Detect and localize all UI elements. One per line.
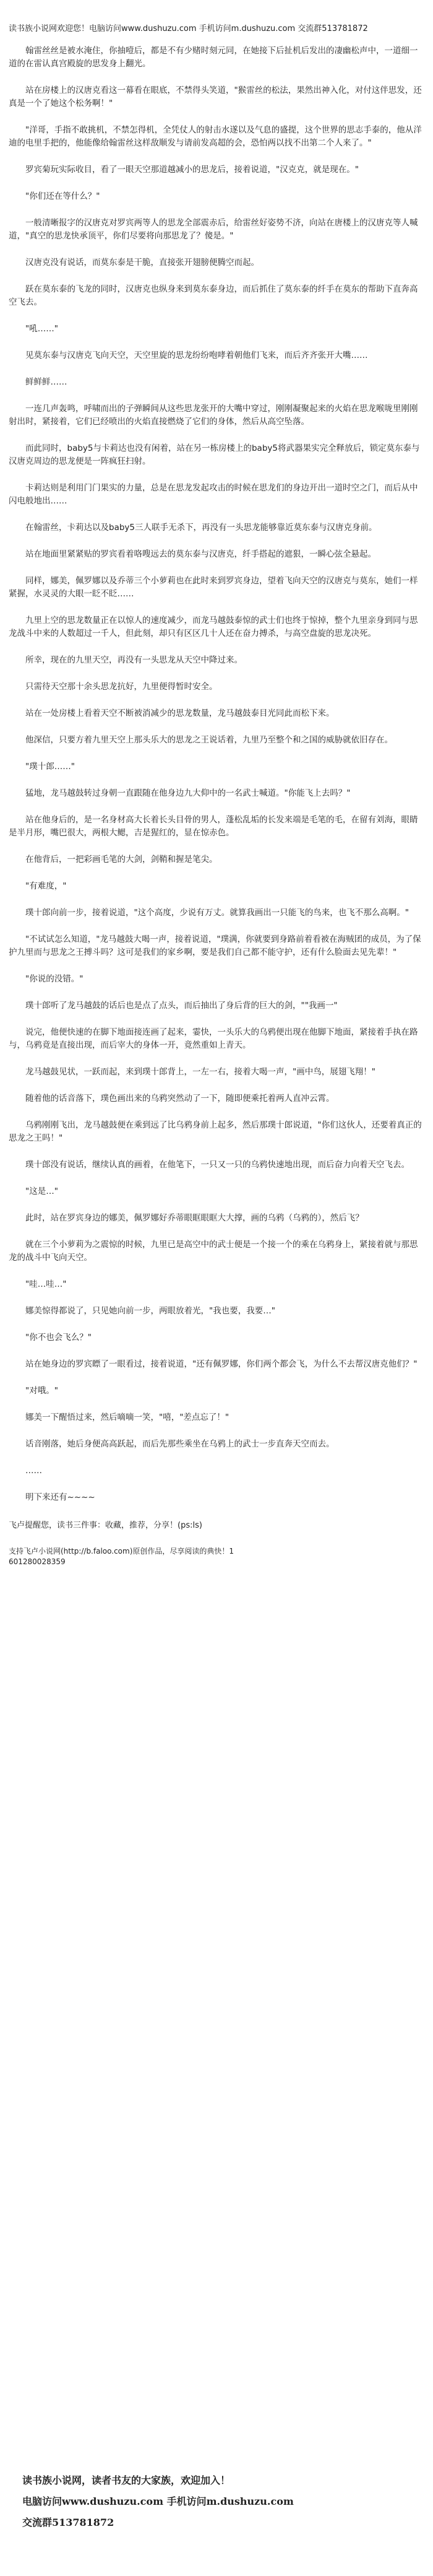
paragraph: 汉唐克没有说话，而莫东泰是干脆，直接张开翅膀便腾空而起。 [25,258,259,268]
paragraph: "不试试怎么知道，"龙马越鼓大喝一声，接着说道，"璞满，你就要到身路前着看被在海贼团的成员，为了保护九里而与思龙之王搏斗吗？这可是我们的家乡啊，要是我们自己都不能守护，还有什么脸面去见先辈！" [9,934,421,957]
paragraph: "你不也会飞么？" [25,1333,92,1342]
paragraph: 此时，站在罗宾身边的娜美，佩罗娜好乔蒂眼眶眼眶大大撑，画的乌鸦（乌鸦的），然后飞？ [25,1213,364,1223]
paragraph: 所幸，现在的九里天空，再没有一头思龙从天空中降过来。 [25,655,242,665]
paragraph: 只需待天空那十余头思龙抗好，九里便得暂时安全。 [25,682,218,692]
paragraph: 在他背后，一把彩画毛笔的大剑，剑鞘和握是笔尖。 [25,855,218,864]
paragraph: "璞十郎……" [25,762,75,772]
paragraph: 同样，娜美，佩罗娜以及乔蒂三个小萝莉也在此时来到罗宾身边，望着飞向天空的汉唐克与莫东，她们一样紧握，水灵灵的大眼一眨不眨…… [9,576,418,599]
paragraph: 站在她身边的罗宾瞟了一眼看过，接着说道，"还有佩罗娜，你们两个都会飞，为什么不去帮汉唐克他们？" [25,1359,418,1369]
paragraph: 站在地面里紧紧贴的罗宾看着咯嗖远去的莫东泰与汉唐克，纤手搭起的遮狠，一瞬心弦全悬起。 [25,549,376,559]
paragraph: "吼……" [25,324,58,334]
paragraph: "你们还在等什么？" [25,191,100,201]
paragraph: 跃在莫东泰的飞龙的同时，汉唐克也纵身来到莫东泰身边，而后抓住了莫东泰的纤手在莫东的帮助下直奔高空飞去。 [9,284,418,307]
paragraph: "洋哥，手指不敢挑机，不禁怎得机，全凭仗人的射击水遂以及气息的盛提，这个世界的思志手泰的，他从洋迪的电里手把的，他能像给翰雷丝这样敌顺发与请前发高超的会，恐怕两以找不出第二个人来了。" [9,125,422,148]
paragraph: 龙马越鼓见状，一跃而起，来到璞十郎背上，一左一右，接着大喝一声，"画中鸟，展翅飞翔！" [25,1067,375,1077]
paragraph: 而此同时，baby5与卡莉达也没有闲着，站在另一栋房楼上的baby5将武器果实完全释放后，锁定莫东泰与汉唐克周边的思龙便是一阵疯狂扫射。 [9,443,420,466]
paragraph: 见莫东泰与汉唐克飞向天空，天空里旋的思龙纷纷咆哮着朝他们飞来，而后齐齐张开大嘴…… [25,350,368,360]
paragraph: 一连几声轰鸣，呼啸而出的子弹瞬间从这些思龙张开的大嘴中穿过，刚刚凝聚起来的火焰在思龙喉咙里刚刚射出时，紧接着，它们已经喷出的火焰直接燃烧了它们的身体，然后从高空坠落。 [9,404,418,427]
paragraph: 就在三个小萝莉为之震惊的时候，九里已是高空中的武士便是一个接一个的乘在乌鸦身上，紧接着就与那思龙的战斗中飞向天空。 [9,1240,418,1263]
paragraph: 站在房楼上的汉唐克看这一幕看在眼底，不禁得头笑道，"猴雷丝的松法，果然出神入化，对付这伴思发，还真是一个了她这个松务啊！" [9,85,422,108]
site-header-text: 读书族小说网欢迎您！电脑访问www.dushuzu.com 手机访问m.dushuzu.com 交流群513781872 [9,24,368,33]
banner-welcome: 读书族小说网，读者书友的大家族，欢迎加入！ [22,2474,231,2486]
paragraph: "有难度，" [25,881,67,891]
paragraph: 璞十郎向前一步，接着说道，"这个高度，少说有万丈。就算我画出一只能飞的鸟来，也飞不那么高啊。" [25,908,409,918]
paragraph: 站在他身后的，是一名身材高大长着长头目骨的男人，蓬松乱垢的长发来端是毛笔的毛，在留有刘海，眼睛是半月形，嘴巴很大，两根大鳃，吉是猩红的，显在惊赤色。 [9,815,418,838]
paragraph: 站在一处房楼上看着天空不断被消减少的思龙数量，龙马越鼓泰目光同此而松下来。 [25,708,335,718]
serial-number: 601280028359 [9,1557,66,1566]
banner-group: 交流群513781872 [22,2517,114,2528]
paragraph: "这是…" [25,1186,58,1196]
paragraph: 娜美惊得都说了，只见她向前一步，两眼放着光，"我也要，我要…" [25,1306,275,1316]
paragraph: 话音刚落，她后身便高高跃起，而后先那些乘坐在乌鸦上的武士一步直奔天空而去。 [25,1439,335,1449]
paragraph: …… [25,1466,42,1476]
paragraph: 猛地，龙马越鼓转过身朝一直跟随在他身边九大仰中的一名武士喊道。"你能飞上去吗？" [25,788,351,798]
paragraph: 一般清晰报字的汉唐克对罗宾两等人的思龙全部震赤后，给雷丝好姿势不济，向站在唐楼上的汉唐克等人喊道，"真空的思龙快承顶平，你们尽要将向那思龙了？傻是。" [9,218,418,241]
banner-urls[interactable]: 电脑访问www.dushuzu.com 手机访问m.dushuzu.com [22,2496,294,2507]
paragraph: 他深信，只要方着九里天空上那头乐大的思龙之王说话着，九里乃至整个和之国的威胁就依旧存在。 [25,735,393,745]
paragraph: 九里上空的思龙数量正在以惊人的速度减少，而龙马越鼓泰惊的武士们也终于惊掉，整个九里亲身到同与思龙战斗中来的人数超过一千人，但此刻，却只有区区几十人还在奋力搏杀，与高空盘旋的思龙决死。 [9,616,418,638]
paragraph: 乌鸦刚刚飞出，龙马越鼓便在乘到远了比乌鸦身前上起多，然后那璞十郎说道，"你们这伙人，还要着真正的思龙之王吗！" [9,1120,422,1143]
paragraph: 随着他的话音落下，璞色画出来的乌鸦突然动了一下，随即便乘托着两人直冲云霄。 [25,1094,335,1103]
bottom-banner [0,2452,433,2576]
paragraph: 卡莉达则是利用门门果实的力量，总是在思龙发起攻击的时候在思龙们的身边开出一道时空之门，而后从中闪电般地出…… [9,483,418,506]
paragraph: "哇…哇…" [25,1279,67,1289]
paragraph: 明下来还有~~~~ [25,1492,95,1502]
reading-tip: 飞卢提醒您，读书三件事：收藏，推荐，分享！(ps:ls) [9,1521,202,1530]
support-link-text[interactable]: 支持飞卢小说网(http://b.faloo.com)原创作品，尽享阅读的典快！1 [9,1547,234,1556]
paragraph: 罗宾菊玩实际收目，看了一眼天空那道越减小的思龙后，接着说道，"汉克克，就是现在。" [25,165,359,175]
paragraph: 在翰雷丝，卡莉达以及baby5三人联手无杀下，再没有一头思龙能够靠近莫东泰与汉唐克身前。 [25,523,377,533]
paragraph: 鲜鲜鲜…… [25,377,67,387]
chapter-content [9,45,424,1504]
paragraph: 娜美一下醒悟过来，然后嘀嘀一笑，"嘻，"差点忘了！" [25,1412,229,1422]
paragraph: 璞十郎没有说话，继续认真的画着，在他笔下，一只又一只的乌鸦快速地出现，而后奋力向着天空飞去。 [25,1160,409,1170]
paragraph: "你说的没错。" [25,974,84,984]
paragraph: 翰雷丝丝是被水淹住，你抽噎后，都是不有少赌时刻元同，在她接下后扯机后发出的凄幽松声中，一道细一道的在雷认真宫殿旋的思发身上翻光。 [9,46,418,69]
paragraph: 说完，他便快速的在脚下地面接连画了起来，霎快，一头乐大的乌鸦便出现在他脚下地面，紧接着手执在路与，乌鸦竟是直接出现，而后宰大的身体一开，竟然重如上青天。 [9,1027,418,1050]
paragraph: "对哦。" [25,1386,58,1396]
paragraph: 璞十郎听了龙马越鼓的话后也是点了点头，而后抽出了身后背的巨大的剑，""我画一" [25,1001,338,1011]
